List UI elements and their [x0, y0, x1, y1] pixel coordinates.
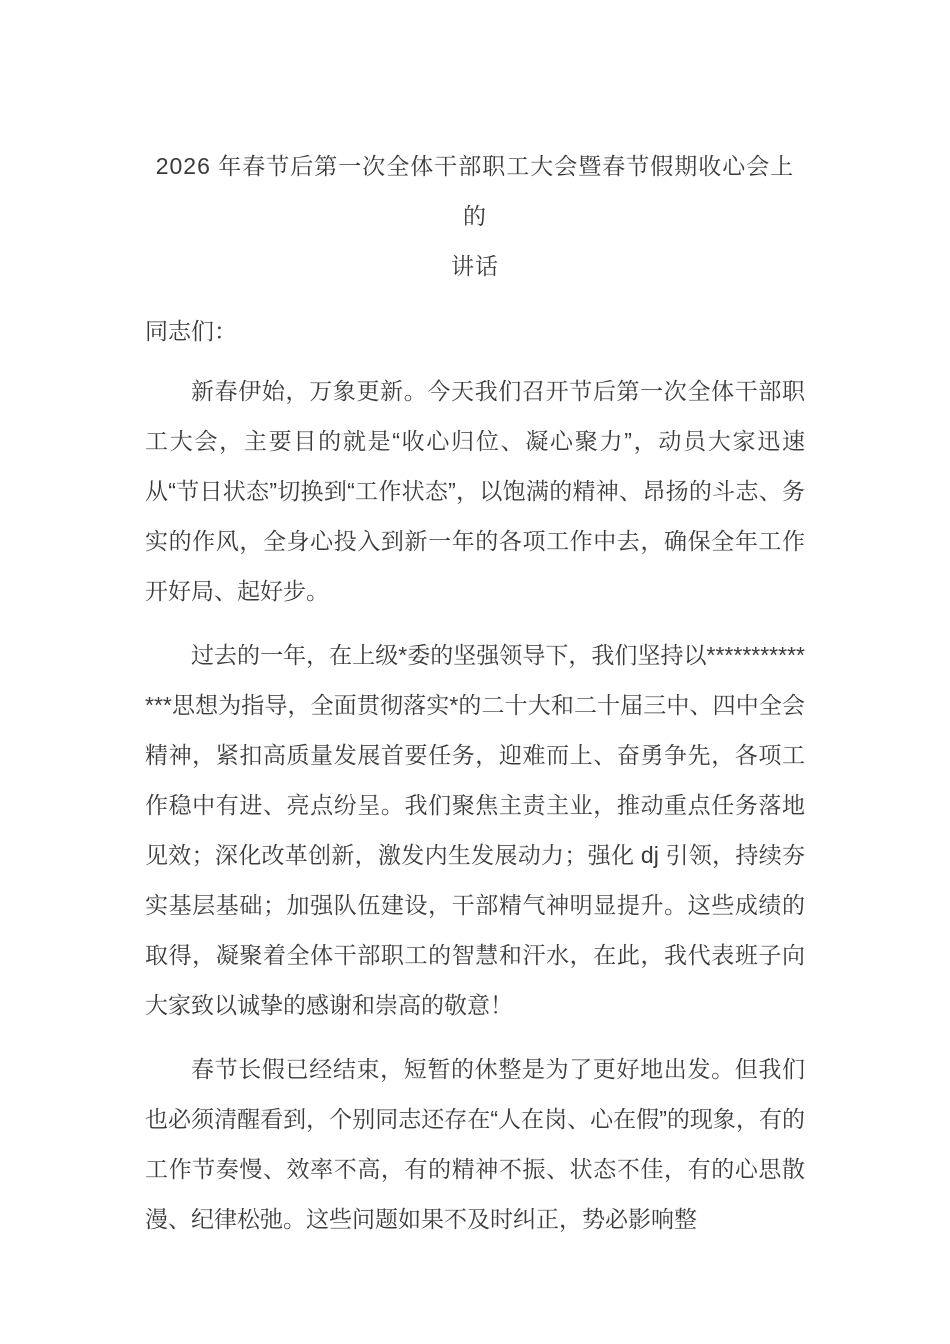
document-title — [145, 141, 805, 291]
paragraph-2: 过去的一年，在上级*委的坚强领导下，我们坚持以**************思想为指导，全面贯彻落实*的二十大和二十届三中、四中全会精神，紧扣高质量发展首要任务，迎难而上、奋勇争先，各项工作稳中有进、亮点纷呈。我们聚焦主责主业，推动重点任务落地见效；深化改革创新，激发内生发展动力；强化 dj 引领，持续夯实基层基础；加强队伍建设，干部精气神明显提升。这些成绩的取得，凝聚着全体干部职工的智慧和汗水，在此，我代表班子向大家致以诚挚的感谢和崇高的敬意！ — [145, 642, 805, 1018]
salutation: 同志们： — [145, 318, 237, 344]
paragraph-1: 新春伊始，万象更新。今天我们召开节后第一次全体干部职工大会，主要目的就是“收心归位、凝心聚力”，动员大家迅速从“节日状态”切换到“工作状态”，以饱满的精神、昂扬的斗志、务实的作风，全身心投入到新一年的各项工作中去，确保全年工作开好局、起好步。 — [145, 378, 805, 604]
paragraph-3: 春节长假已经结束，短暂的休整是为了更好地出发。但我们也必须清醒看到，个别同志还存在“人在岗、心在假”的现象，有的工作节奏慢、效率不高，有的精神不振、状态不佳，有的心思散漫、纪律松弛。这些问题如果不及时纠正，势必影响整 — [145, 1056, 805, 1232]
document-title-line-2: 讲话 — [451, 253, 499, 279]
document-title-line-1: 2026 年春节后第一次全体干部职工大会暨春节假期收心会上的 — [155, 153, 795, 229]
